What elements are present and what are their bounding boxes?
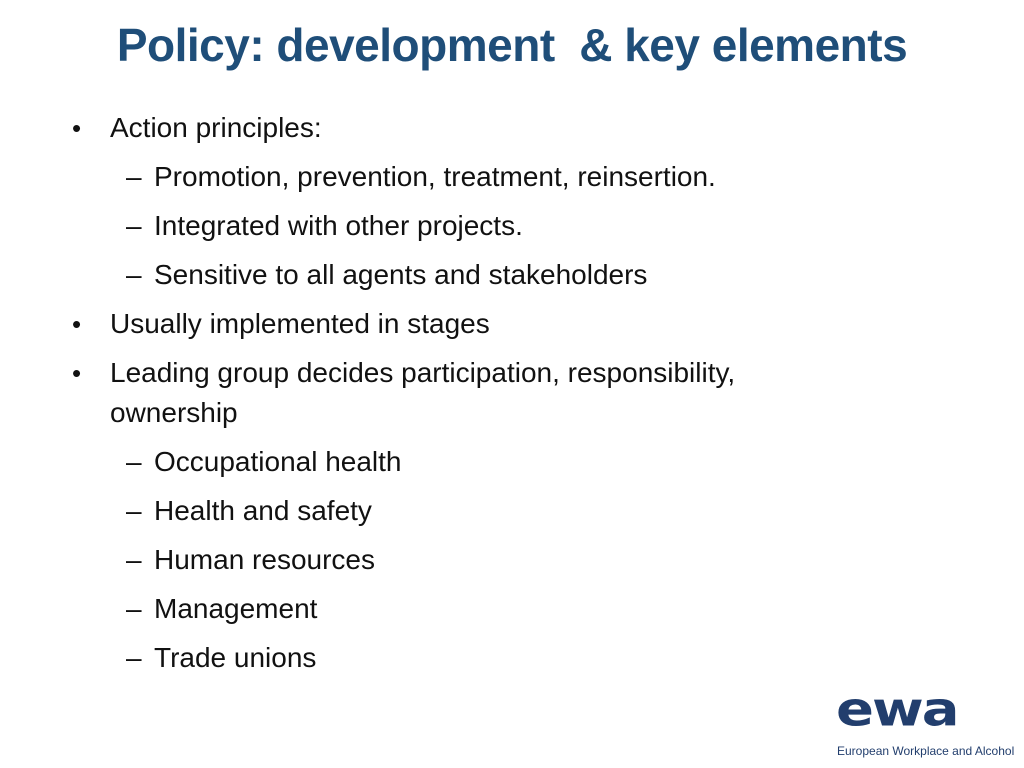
bullet-text: Action principles:: [110, 112, 322, 143]
bullet-item-leading-group: [70, 353, 870, 433]
ewa-logo: [836, 682, 1016, 762]
dash-icon: –: [126, 593, 142, 624]
dash-icon: –: [126, 642, 142, 673]
bullet-list: [70, 108, 870, 687]
sub-bullet-item: [70, 206, 870, 246]
slide-title: Policy: development & key elements: [116, 19, 908, 71]
dash-icon: –: [126, 446, 142, 477]
sub-bullet-text: Integrated with other projects.: [154, 210, 523, 241]
dash-icon: –: [126, 495, 142, 526]
sub-bullet-text: Human resources: [154, 544, 375, 575]
sub-bullet-item: [70, 255, 870, 295]
sub-bullet-text: Trade unions: [154, 642, 317, 673]
dash-icon: –: [126, 161, 142, 192]
sub-bullet-text: Occupational health: [154, 446, 402, 477]
logo-tagline: European Workplace and Alcohol: [837, 744, 1015, 758]
dash-icon: –: [126, 259, 142, 290]
sub-bullet-text: Health and safety: [154, 495, 372, 526]
sub-bullet-item: [70, 638, 870, 678]
dash-icon: –: [126, 544, 142, 575]
sub-bullet-item: [70, 442, 870, 482]
dash-icon: –: [126, 210, 142, 241]
sub-bullet-text: Promotion, prevention, treatment, reinsertion.: [154, 161, 716, 192]
bullet-item-stages: [70, 304, 870, 344]
bullet-item-action-principles: [70, 108, 870, 148]
bullet-text: Usually implemented in stages: [110, 308, 490, 339]
sub-bullet-text: Sensitive to all agents and stakeholders: [154, 259, 648, 290]
bullet-icon: •: [72, 113, 82, 143]
bullet-icon: •: [72, 358, 82, 388]
logo-wordmark: ewa: [836, 682, 958, 738]
bullet-icon: •: [72, 309, 82, 339]
sub-bullet-item: [70, 589, 870, 629]
sub-bullet-text: Management: [154, 593, 318, 624]
bullet-text: Leading group decides participation, responsibility, ownership: [110, 357, 736, 428]
sub-bullet-item: [70, 157, 870, 197]
sub-bullet-item: [70, 540, 870, 580]
sub-bullet-item: [70, 491, 870, 531]
